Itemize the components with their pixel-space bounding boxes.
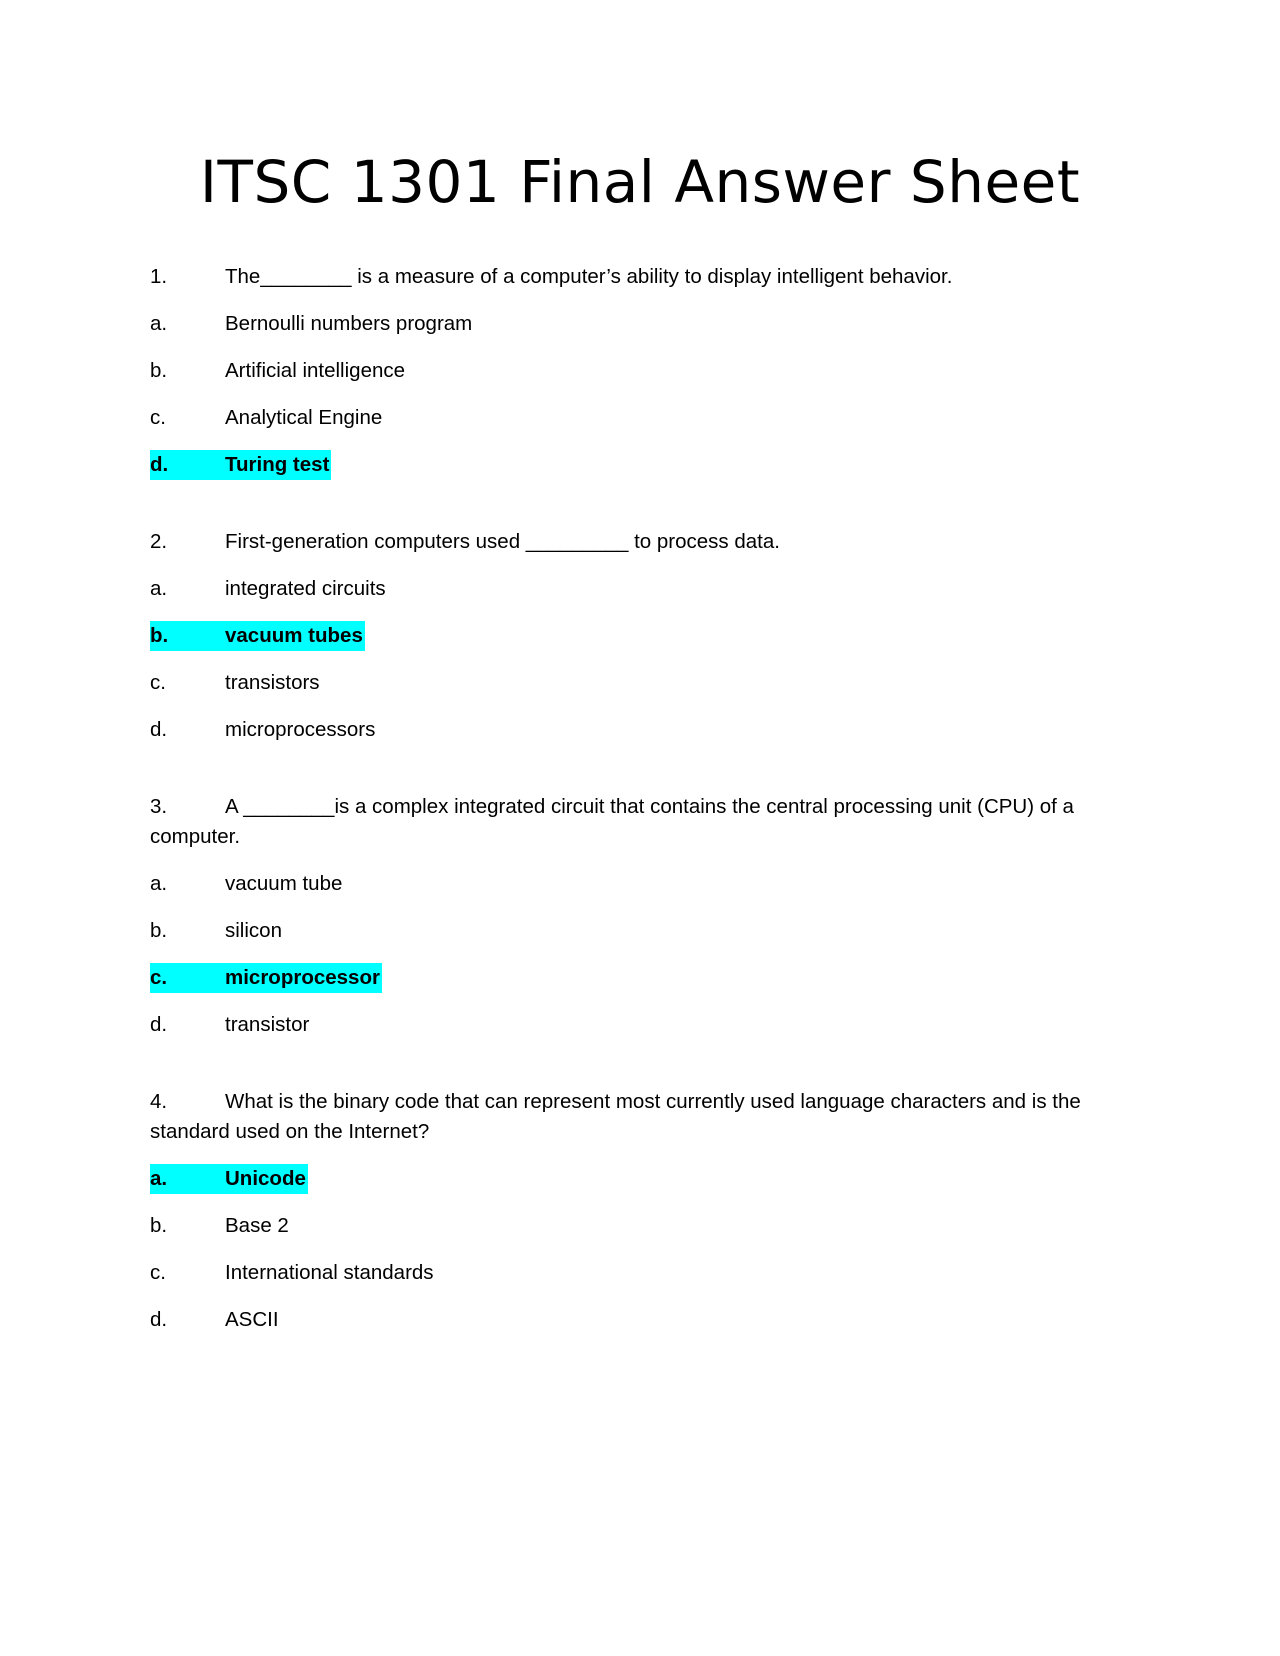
option-letter: c. bbox=[150, 671, 166, 694]
option-letter: d. bbox=[150, 1308, 168, 1331]
question-block-3 bbox=[150, 792, 1110, 1040]
option-letter: d. bbox=[150, 1013, 168, 1036]
option-text: Bernoulli numbers program bbox=[225, 312, 473, 335]
option-2a bbox=[150, 574, 1110, 604]
question-number: 3. bbox=[150, 795, 168, 818]
option-4d bbox=[150, 1305, 1110, 1335]
question-block-2 bbox=[150, 527, 1110, 745]
option-1c bbox=[150, 403, 1110, 433]
option-3c-correct-answer bbox=[150, 963, 382, 993]
option-letter: c. bbox=[150, 966, 168, 989]
option-text: integrated circuits bbox=[225, 577, 386, 600]
option-text: Base 2 bbox=[225, 1214, 289, 1237]
option-3a bbox=[150, 869, 1110, 899]
question-block-1 bbox=[150, 262, 1110, 480]
option-text: silicon bbox=[225, 919, 282, 942]
option-text: Artificial intelligence bbox=[225, 359, 406, 382]
question-text: First-generation computers used _________ to process data. bbox=[225, 530, 780, 553]
option-text: transistor bbox=[225, 1013, 310, 1036]
option-text: microprocessors bbox=[225, 718, 376, 741]
question-text-continuation: standard used on the Internet? bbox=[150, 1120, 430, 1143]
option-text: Analytical Engine bbox=[225, 406, 383, 429]
question-text: What is the binary code that can represent most currently used language characters and is the bbox=[225, 1090, 1081, 1113]
option-text: vacuum tube bbox=[225, 872, 343, 895]
option-text: transistors bbox=[225, 671, 320, 694]
option-letter: d. bbox=[150, 453, 169, 476]
option-text: vacuum tubes bbox=[225, 624, 363, 647]
question-2 bbox=[150, 527, 1110, 557]
option-letter: c. bbox=[150, 1261, 166, 1284]
option-letter: d. bbox=[150, 718, 168, 741]
option-text: Turing test bbox=[225, 453, 330, 476]
option-4c bbox=[150, 1258, 1110, 1288]
option-letter: a. bbox=[150, 577, 168, 600]
option-text: Unicode bbox=[225, 1167, 306, 1190]
option-letter: b. bbox=[150, 624, 169, 647]
question-number: 2. bbox=[150, 530, 168, 553]
option-1d-correct-answer bbox=[150, 450, 331, 480]
option-2c bbox=[150, 668, 1110, 698]
option-1a bbox=[150, 309, 1110, 339]
option-text: microprocessor bbox=[225, 966, 380, 989]
option-letter: a. bbox=[150, 312, 168, 335]
question-text-continuation: computer. bbox=[150, 825, 241, 848]
question-3 bbox=[150, 792, 1110, 852]
question-text: A ________is a complex integrated circuit that contains the central processing unit (CPU) of a bbox=[225, 795, 1074, 818]
question-number: 4. bbox=[150, 1090, 168, 1113]
option-2b-correct-answer bbox=[150, 621, 365, 651]
question-block-4 bbox=[150, 1087, 1110, 1335]
option-3b bbox=[150, 916, 1110, 946]
question-number: 1. bbox=[150, 265, 168, 288]
document-body bbox=[150, 262, 1110, 1382]
option-letter: b. bbox=[150, 1214, 168, 1237]
question-text: The________ is a measure of a computer’s ability to display intelligent behavior. bbox=[225, 265, 953, 288]
option-3d bbox=[150, 1010, 1110, 1040]
option-letter: a. bbox=[150, 1167, 168, 1190]
page-title: ITSC 1301 Final Answer Sheet bbox=[199, 148, 1081, 216]
option-text: International standards bbox=[225, 1261, 434, 1284]
option-4a-correct-answer bbox=[150, 1164, 308, 1194]
option-1b bbox=[150, 356, 1110, 386]
question-1 bbox=[150, 262, 1110, 292]
option-letter: a. bbox=[150, 872, 168, 895]
option-2d bbox=[150, 715, 1110, 745]
option-4b bbox=[150, 1211, 1110, 1241]
option-letter: b. bbox=[150, 359, 168, 382]
option-letter: c. bbox=[150, 406, 166, 429]
option-letter: b. bbox=[150, 919, 168, 942]
question-4 bbox=[150, 1087, 1110, 1147]
option-text: ASCII bbox=[225, 1308, 279, 1331]
